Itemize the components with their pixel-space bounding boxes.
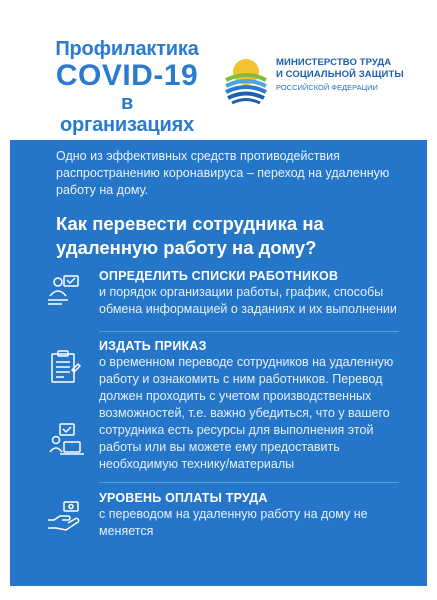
title-line-2: COVID-19 xyxy=(55,59,199,92)
poster-title xyxy=(52,38,202,136)
section-text xyxy=(99,490,417,540)
title-line-1: Профилактика xyxy=(55,38,199,60)
divider xyxy=(99,482,399,483)
question-heading: Как перевести сотрудника на удаленную работу на дому? xyxy=(56,213,324,258)
section-body: с переводом на удаленную работу на дому не меняется xyxy=(99,507,368,538)
section-text xyxy=(99,338,417,473)
employee-list-icon xyxy=(44,270,84,310)
section-body: и порядок организации работы, график, способы обмена информацией о заданиях и их выполнении xyxy=(99,285,397,316)
ministry-line-3: РОССИЙСКОЙ ФЕДЕРАЦИИ xyxy=(276,83,378,92)
title-line-3: в организациях xyxy=(59,92,195,136)
ministry-line-2: И СОЦИАЛЬНОЙ ЗАЩИТЫ xyxy=(276,69,404,80)
order-document-icon xyxy=(44,348,84,388)
remote-work-icon xyxy=(44,420,86,462)
info-panel xyxy=(10,140,427,586)
header xyxy=(0,0,437,140)
ministry-line-1: МИНИСТЕРСТВО ТРУДА xyxy=(276,57,392,68)
ministry-logo-icon xyxy=(222,50,270,108)
salary-hand-icon xyxy=(44,496,84,536)
section-heading: ОПРЕДЕЛИТЬ СПИСКИ РАБОТНИКОВ xyxy=(99,269,339,283)
section-heading: УРОВЕНЬ ОПЛАТЫ ТРУДА xyxy=(99,491,268,505)
ministry-name xyxy=(276,57,426,94)
intro-text: Одно из эффективных средств противодействия распространению коронавируса – переход на удаленную работу на дому. xyxy=(56,149,390,197)
section-text xyxy=(99,268,417,318)
divider xyxy=(99,331,399,332)
section-heading: ИЗДАТЬ ПРИКАЗ xyxy=(99,339,207,353)
section-body: о временном переводе сотрудников на удаленную работу и ознакомить с ним работников. Перевод должен проходить с учетом производственных возможностей, т.е. важно убедиться, что у вашего сотрудника есть ресурсы для выполнения этой работы или вы можете ему предоставить необходимую технику/материалы xyxy=(99,355,394,471)
